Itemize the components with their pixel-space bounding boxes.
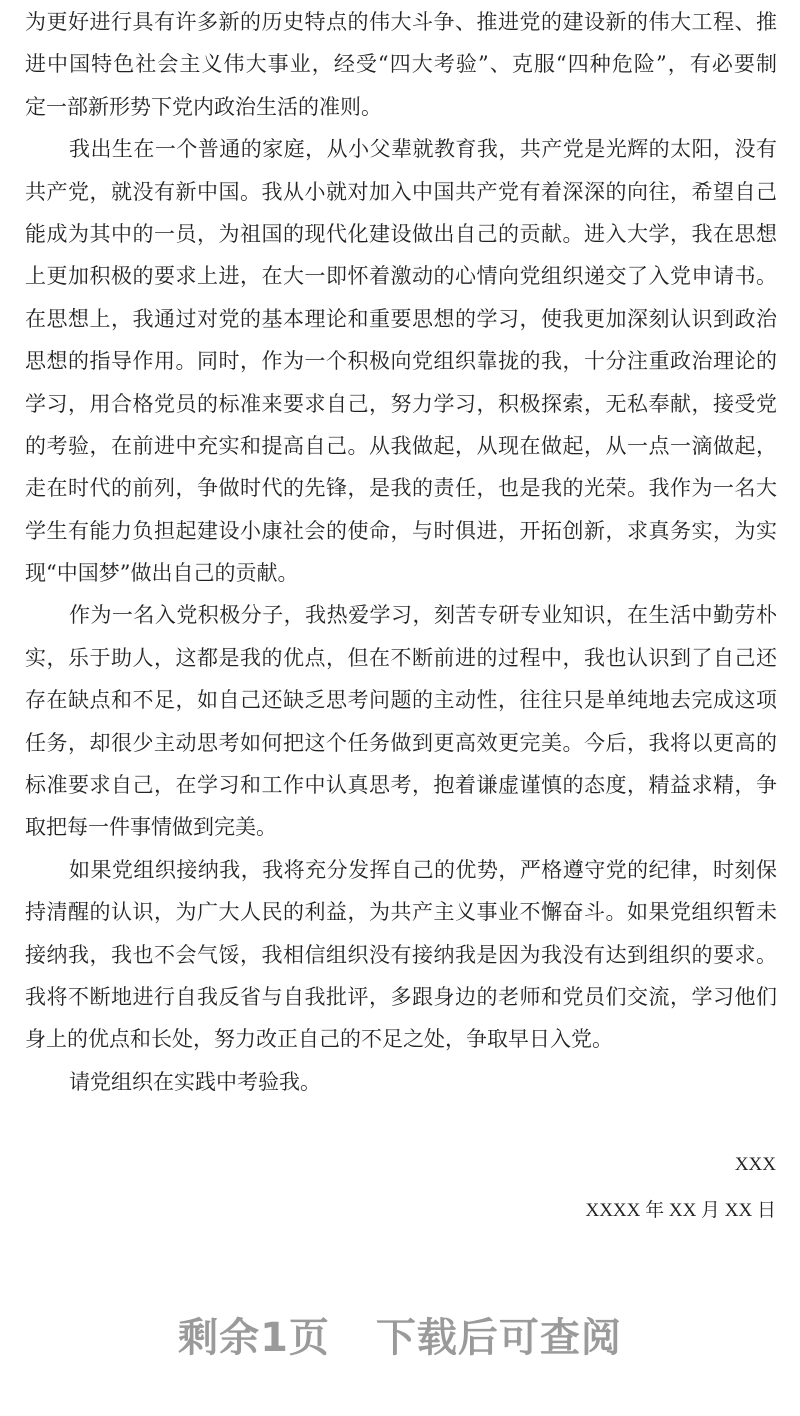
- paragraph-line: 上更加积极的要求上进，在大一即怀着激动的心情向党组织递交了入党申请书。: [25, 264, 777, 289]
- remaining-pages-label: 剩余1页: [178, 1315, 330, 1361]
- paragraph-line: 学生有能力负担起建设小康社会的使命，与时俱进，开拓创新，求真务实，为实: [25, 518, 777, 543]
- paragraph-line: 存在缺点和不足，如自己还缺乏思考问题的主动性，往往只是单纯地去完成这项: [25, 688, 777, 713]
- paragraph-line: 的考验，在前进中充实和提高自己。从我做起，从现在做起，从一点一滴做起，: [25, 433, 777, 458]
- paragraph-line: 身上的优点和长处，努力改正自己的不足之处，争取早日入党。: [25, 1027, 613, 1052]
- download-to-view-label[interactable]: 下载后可查阅: [375, 1315, 622, 1361]
- paragraph-line: 实，乐于助人，这都是我的优点，但在不断前进的过程中，我也认识到了自己还: [25, 645, 777, 670]
- paragraph-line: 接纳我，我也不会气馁，我相信组织没有接纳我是因为我没有达到组织的要求。: [25, 942, 777, 967]
- paragraph-line: 走在时代的前列，争做时代的先锋，是我的责任，也是我的光荣。我作为一名大: [25, 476, 777, 501]
- document-body: [25, 1, 777, 1103]
- paragraph-line: 现“中国梦”做出自己的贡献。: [25, 561, 299, 586]
- paragraph-line: 作为一名入党积极分子，我热爱学习，刻苦专研专业知识，在生活中勤劳朴: [69, 603, 777, 628]
- paragraph-line: 共产党，就没有新中国。我从小就对加入中国共产党有着深深的向往，希望自己: [25, 179, 777, 204]
- paragraph-line: 任务，却很少主动思考如何把这个任务做到更高效更完美。今后，我将以更高的: [25, 730, 777, 755]
- paragraph-line: 我将不断地进行自我反省与自我批评，多跟身边的老师和党员们交流，学习他们: [25, 984, 777, 1009]
- paragraph-line: 取把每一件事情做到完美。: [25, 815, 277, 840]
- paragraph-line: 思想的指导作用。同时，作为一个积极向党组织靠拢的我，十分注重政治理论的: [25, 349, 777, 374]
- paragraph-line: 为更好进行具有许多新的历史特点的伟大斗争、推进党的建设新的伟大工程、推: [25, 10, 777, 34]
- download-banner[interactable]: [0, 1306, 800, 1363]
- paragraph-line: 标准要求自己，在学习和工作中认真思考，抱着谦虚谨慎的态度，精益求精，争: [25, 773, 777, 798]
- paragraph-line: 我出生在一个普通的家庭，从小父辈就教育我，共产党是光辉的太阳，没有: [69, 137, 777, 162]
- paragraph-line: 持清醒的认识，为广大人民的利益，为共产主义事业不懈奋斗。如果党组织暂未: [25, 900, 777, 925]
- paragraph-line: 定一部新形势下党内政治生活的准则。: [25, 94, 382, 119]
- paragraph-line: 能成为其中的一员，为祖国的现代化建设做出自己的贡献。进入大学，我在思想: [25, 221, 777, 246]
- paragraph-line: 请党组织在实践中考验我。: [69, 1069, 321, 1094]
- paragraph-line: 如果党组织接纳我，我将充分发挥自己的优势，严格遵守党的纪律，时刻保: [69, 857, 777, 882]
- signature-date: XXXX 年 XX 月 XX 日: [585, 1200, 776, 1221]
- paragraph-line: 在思想上，我通过对党的基本理论和重要思想的学习，使我更加深刻认识到政治: [25, 306, 777, 331]
- paragraph-line: 学习，用合格党员的标准来要求自己，努力学习，积极探索，无私奉献，接受党: [25, 391, 777, 416]
- paragraph-line: 进中国特色社会主义伟大事业，经受“四大考验”、克服“四种危险”，有必要制: [25, 52, 777, 77]
- signature-name: XXX: [734, 1154, 776, 1175]
